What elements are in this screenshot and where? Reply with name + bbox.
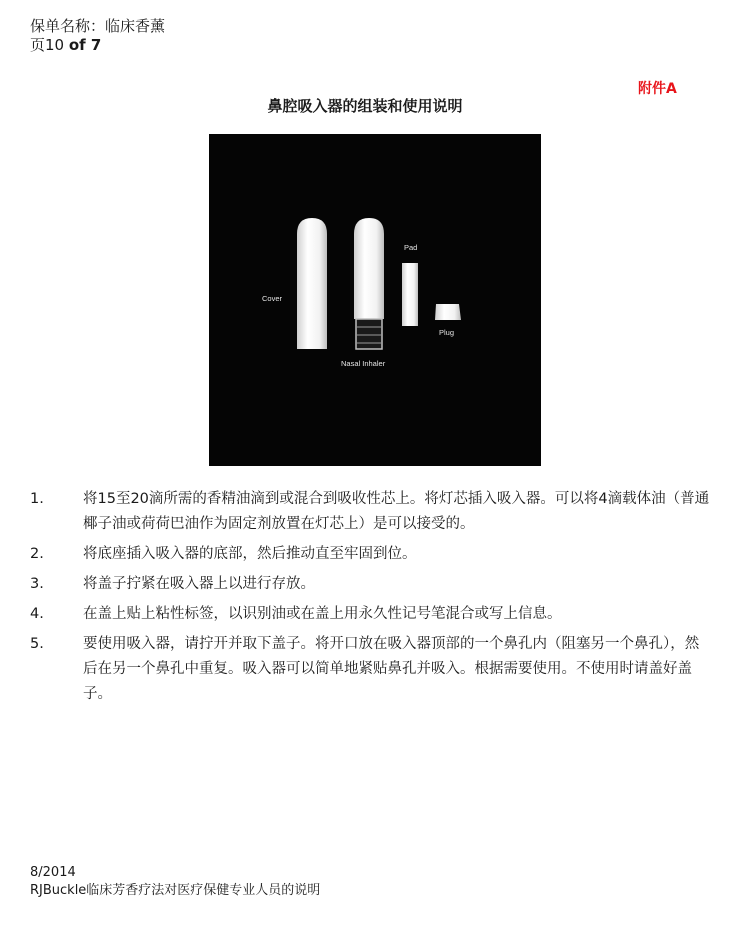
- instruction-step: 3. 将盖子拧紧在吸入器上以进行存放。: [30, 576, 315, 592]
- footer-date: 8/2014: [30, 865, 76, 880]
- instruction-list: [30, 487, 710, 712]
- annex-label: 附件A: [638, 81, 677, 97]
- document-footer: [30, 864, 320, 900]
- policy-name: 保单名称：临床香薰: [30, 17, 166, 35]
- label-pad: Pad: [404, 243, 418, 252]
- label-cover: Cover: [262, 294, 283, 303]
- cover-tube: [297, 218, 327, 349]
- instruction-step: 1. 将15至20滴所需的香精油滴到或混合到吸收性芯上。将灯芯插入吸入器。可以将4滴载体油（普通椰子油或荷荷巴油作为固定剂放置在灯芯上）是可以接受的。: [30, 491, 710, 532]
- inhaler-tube: [354, 218, 384, 319]
- instruction-step: 2. 将底座插入吸入器的底部，然后推动直至牢固到位。: [30, 546, 417, 562]
- plug-piece: [435, 304, 461, 320]
- label-plug: Plug: [439, 328, 455, 337]
- label-nasal-inhaler: Nasal Inhaler: [341, 359, 386, 368]
- document-header: [30, 17, 165, 55]
- inhaler-photo: [209, 134, 541, 466]
- pad-wick: [402, 263, 418, 326]
- page-number: 页10 of 7: [30, 36, 102, 54]
- inhaler-thread: [356, 319, 382, 349]
- instruction-step: 5. 要使用吸入器，请拧开并取下盖子。将开口放在吸入器顶部的一个鼻孔内（阻塞另一个鼻孔），然后在另一个鼻孔中重复。吸入器可以简单地紧贴鼻孔并吸入。根据需要使用。不使用时请盖好盖子。: [30, 636, 700, 702]
- footer-source: RJBuckle临床芳香疗法对医疗保健专业人员的说明: [30, 883, 321, 898]
- instruction-step: 4. 在盖上贴上粘性标签，以识别油或在盖上用永久性记号笔混合或写上信息。: [30, 606, 562, 622]
- page-title: 鼻腔吸入器的组装和使用说明: [267, 97, 463, 115]
